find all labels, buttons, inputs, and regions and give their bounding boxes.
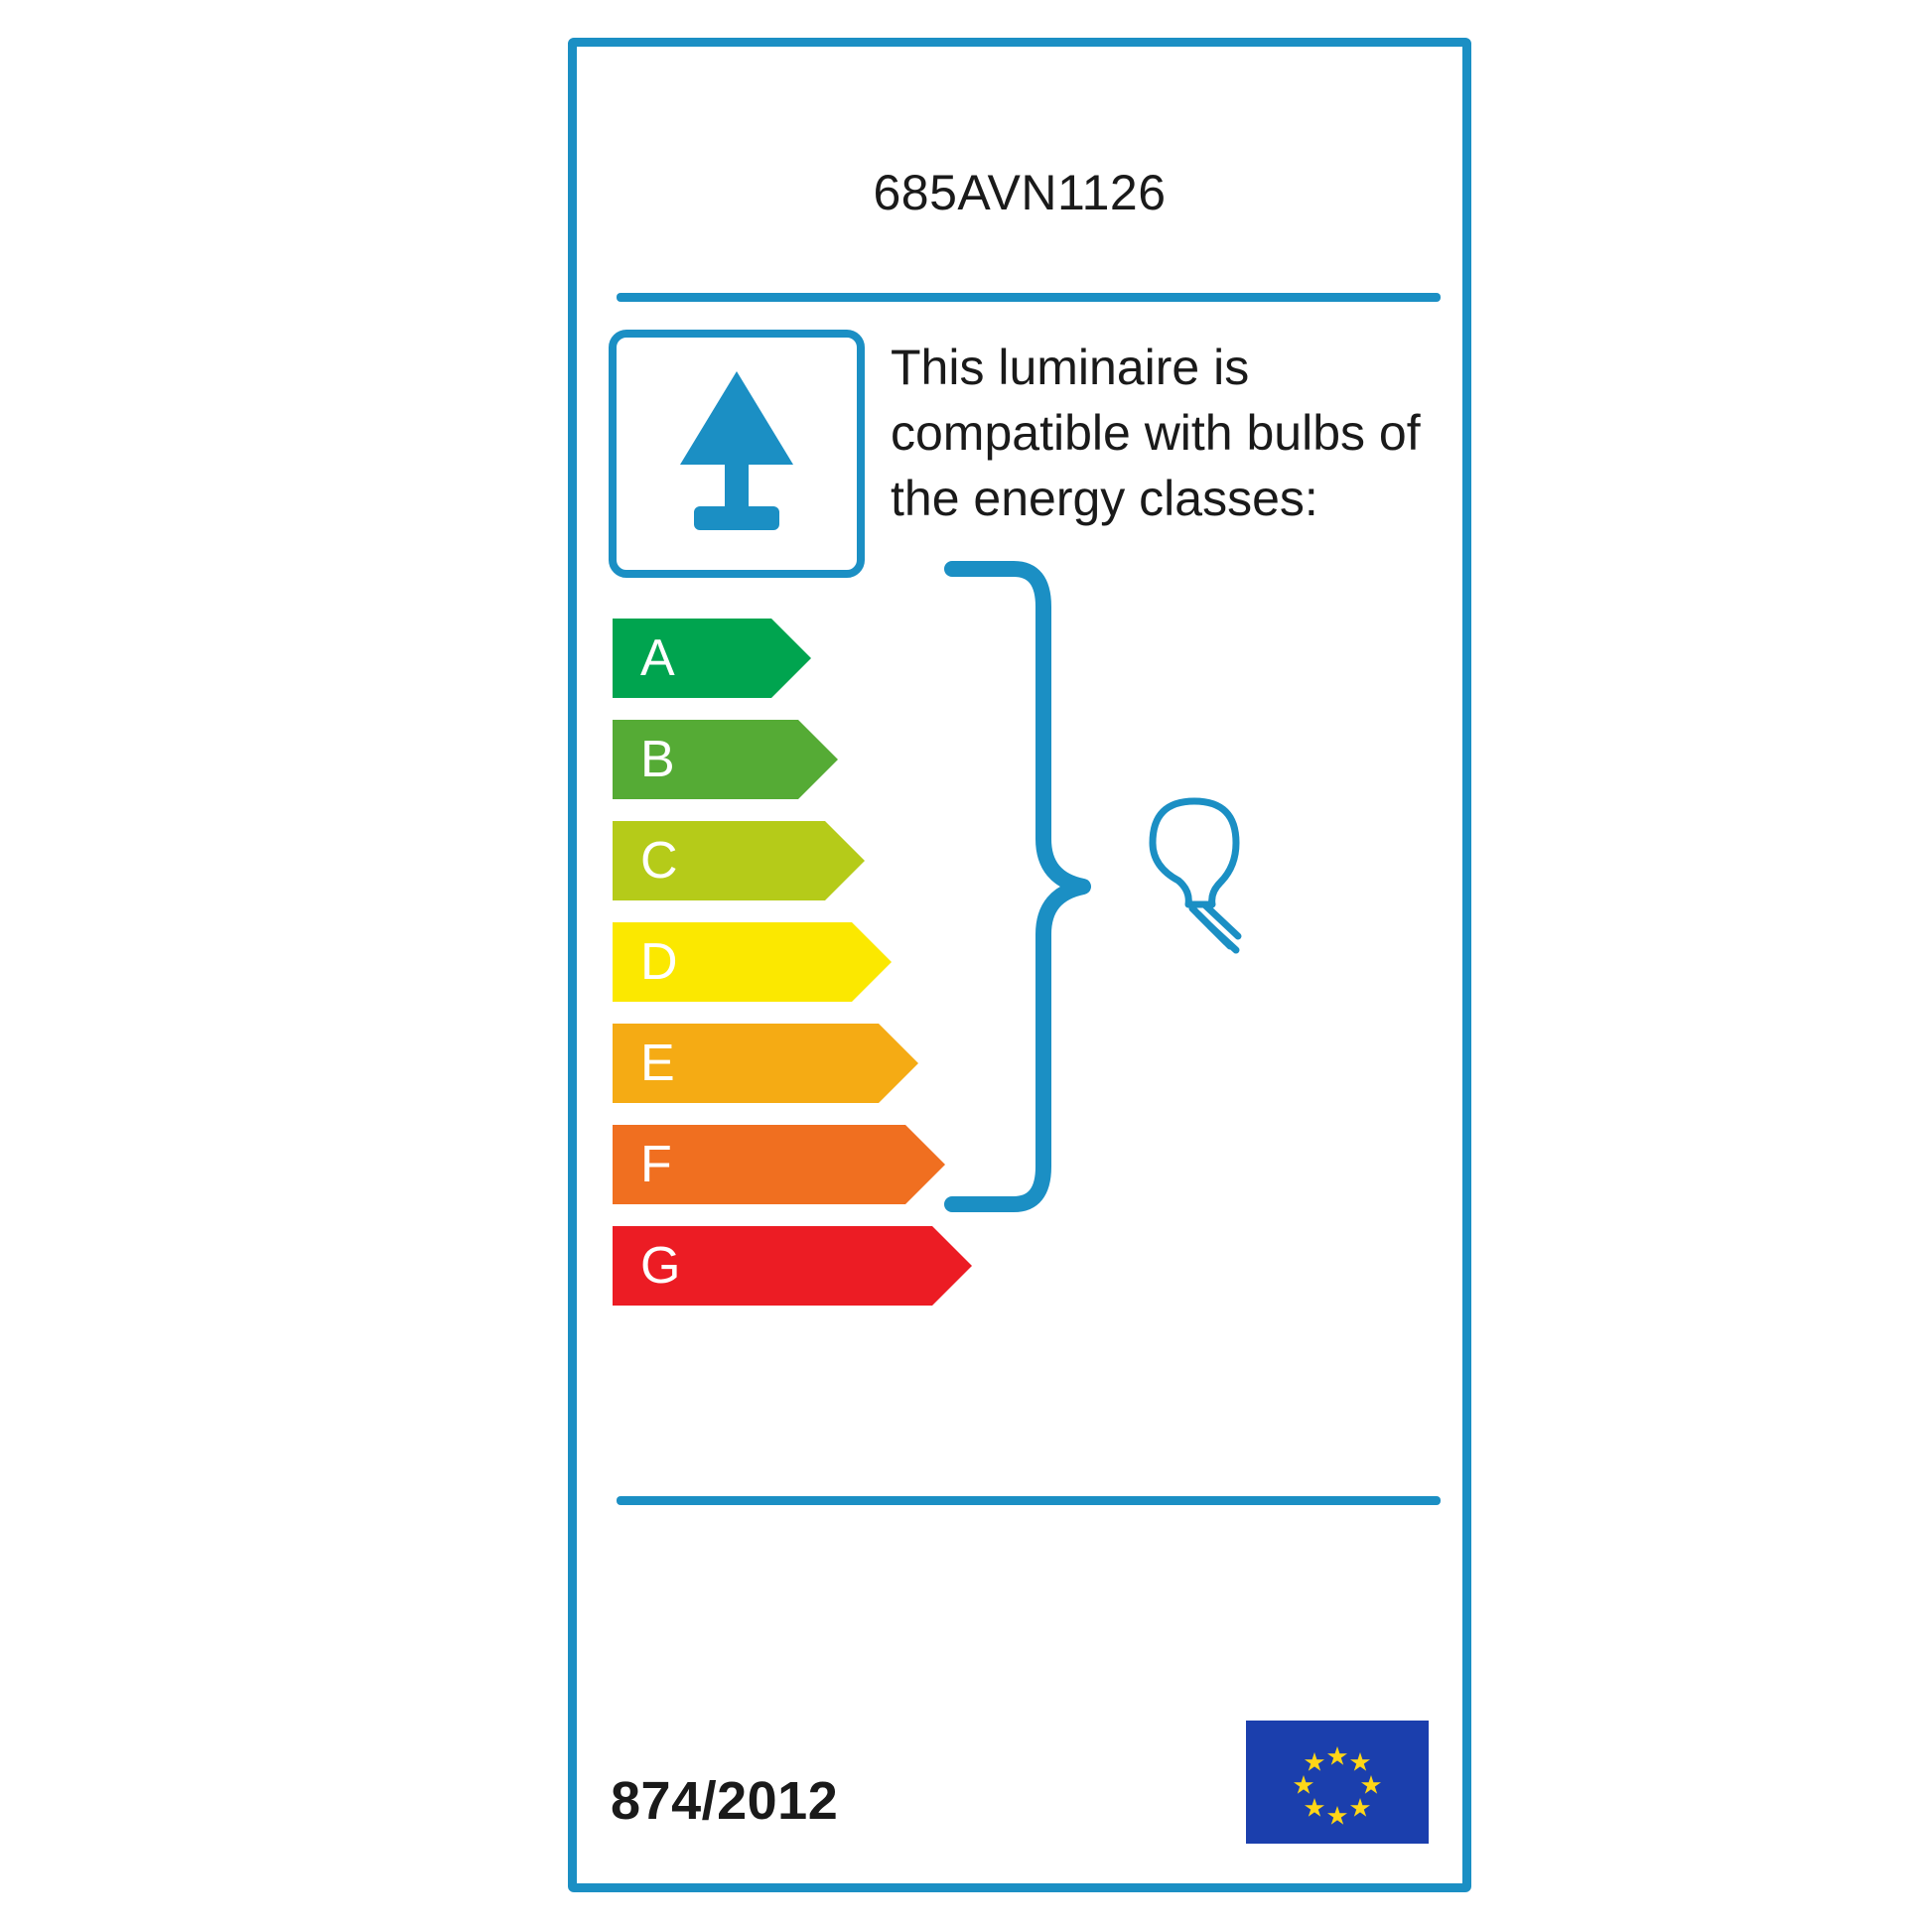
energy-class-row	[613, 1226, 940, 1306]
energy-class-letter: D	[640, 933, 678, 991]
lamp-icon-box	[609, 330, 865, 578]
energy-class-letter: C	[640, 832, 678, 890]
energy-label-card	[568, 38, 1471, 1892]
energy-class-letter: E	[640, 1035, 675, 1092]
energy-class-row	[613, 821, 940, 900]
energy-class-row	[613, 720, 940, 799]
energy-class-letter: B	[640, 731, 675, 788]
energy-class-row	[613, 619, 940, 698]
curly-brace-icon	[944, 559, 1103, 1214]
energy-class-row	[613, 1024, 940, 1103]
compatibility-text: This luminaire is compatible with bulbs of the energy classes:	[891, 340, 1421, 526]
energy-class-letter: F	[640, 1136, 672, 1193]
energy-class-row	[613, 1125, 940, 1204]
divider-bottom	[617, 1496, 1441, 1505]
energy-class-letter: A	[640, 629, 675, 687]
energy-class-list	[613, 619, 940, 1327]
energy-class-row	[613, 922, 940, 1002]
energy-class-letter: G	[640, 1237, 681, 1295]
model-code: 685AVN1126	[873, 165, 1167, 220]
table-lamp-icon	[617, 338, 857, 570]
divider-top	[617, 293, 1441, 302]
eu-flag-icon	[1246, 1721, 1429, 1844]
light-bulb-icon	[1113, 781, 1292, 960]
regulation-number: 874/2012	[611, 1771, 839, 1831]
